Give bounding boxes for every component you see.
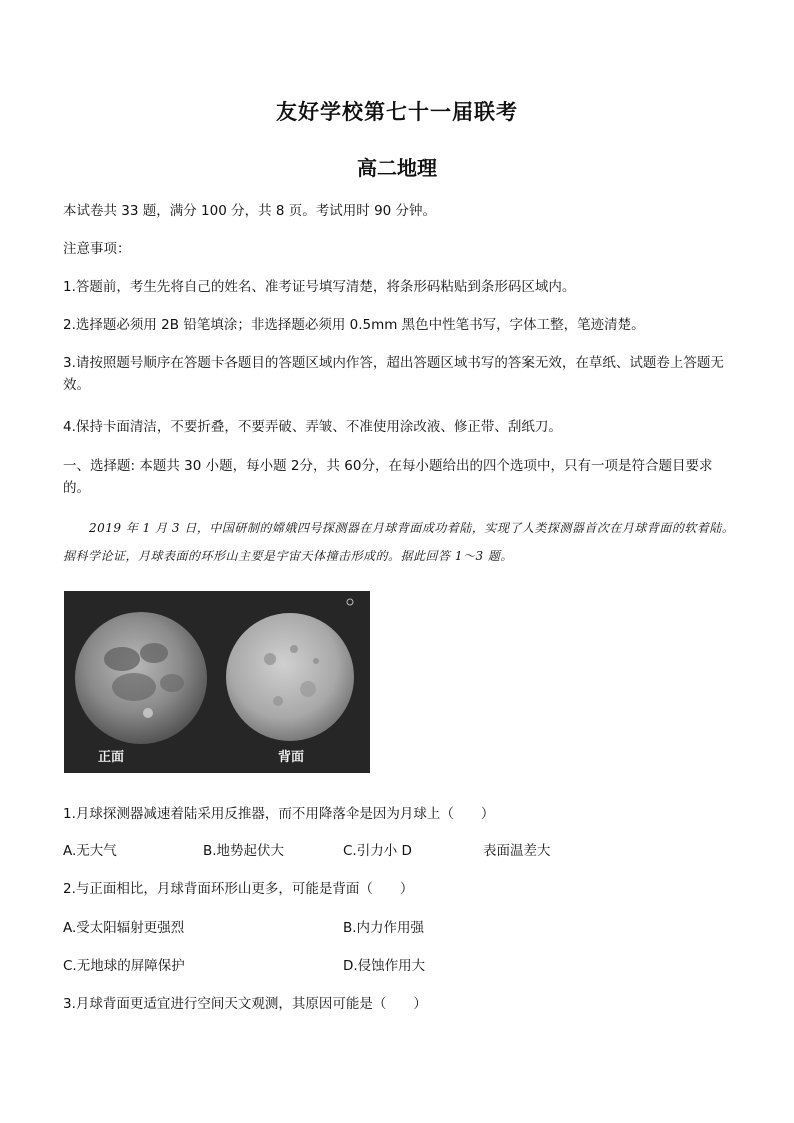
section-heading: 一、选择题: 本题共 30 小题，每小题 2分，共 60分，在每小题给出的四个选项中，只有一项是符合题目要求的。: [63, 458, 713, 496]
moon-far-side: [226, 613, 354, 741]
option-b[interactable]: B.内力作用强: [343, 920, 425, 936]
question-1-stem: 1.月球探测器减速着陆采用反推器，而不用降落伞是因为月球上（ ）: [63, 806, 495, 822]
moon-figure: [64, 591, 370, 773]
question-3-stem: 3.月球背面更适宜进行空间天文观测，其原因可能是（ ）: [63, 996, 427, 1012]
option-a[interactable]: A.受太阳辐射更强烈: [63, 920, 185, 936]
option-d[interactable]: 表面温差大: [483, 843, 551, 859]
reading-passage: 2019 年 1 月 3 日，中国研制的嫦娥四号探测器在月球背面成功着陆，实现了人类探测器首次在月球背面的软着陆。据科学论证，月球表面的环形山主要是宇宙天体撞击形成的。据此回答 1～3 题。: [63, 521, 735, 563]
notes-heading: 注意事项：: [63, 241, 131, 257]
option-c[interactable]: C.引力小 D: [343, 843, 412, 859]
question-2-options-row2: [63, 955, 735, 977]
exam-summary: 本试卷共 33 题，满分 100 分，共 8 页。考试用时 90 分钟。: [63, 203, 437, 219]
exam-subtitle: 高二地理: [357, 156, 437, 180]
note-item: 3.请按照题号顺序在答题卡各题目的答题区域内作答，超出答题区域书写的答案无效，在草纸、试题卷上答题无效。: [63, 355, 724, 393]
question-2-options-row1: [63, 917, 735, 939]
question-1-options: [63, 840, 735, 862]
option-a[interactable]: A.无大气: [63, 843, 117, 859]
option-c[interactable]: C.无地球的屏障保护: [63, 958, 185, 974]
question-2-stem: 2.与正面相比，月球背面环形山更多，可能是背面（ ）: [63, 881, 414, 897]
exam-title: 友好学校第七十一届联考: [276, 99, 518, 124]
note-item: 2.选择题必须用 2B 铅笔填涂；非选择题必须用 0.5mm 黑色中性笔书写，字体工整，笔迹清楚。: [63, 317, 645, 333]
option-d[interactable]: D.侵蚀作用大: [343, 958, 426, 974]
note-item: 1.答题前，考生先将自己的姓名、准考证号填写清楚，将条形码粘贴到条形码区域内。: [63, 279, 576, 295]
option-b[interactable]: B.地势起伏大: [203, 843, 285, 859]
near-side-label: 正面: [98, 750, 125, 765]
note-item: 4.保持卡面清洁，不要折叠，不要弄破、弄皱、不准使用涂改液、修正带、刮纸刀。: [63, 419, 562, 435]
far-side-label: 背面: [278, 750, 305, 765]
